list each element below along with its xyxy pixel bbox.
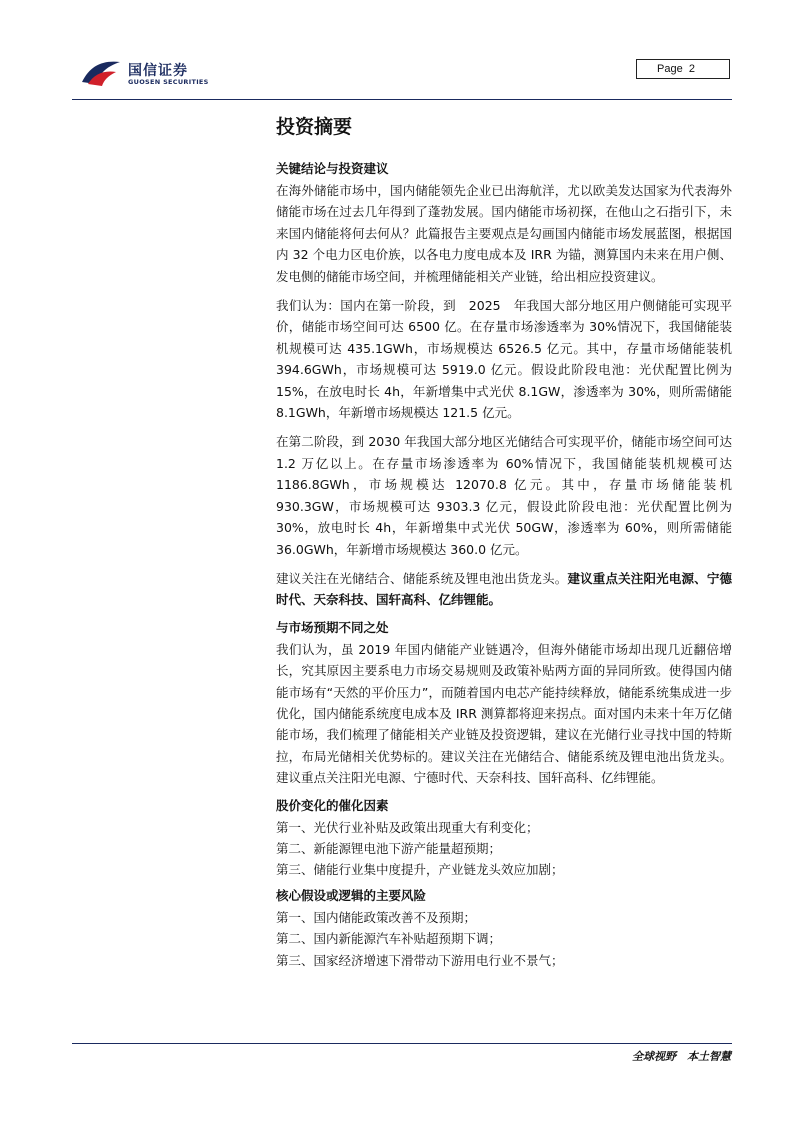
section-heading-key-conclusions: 关键结论与投资建议 xyxy=(276,161,389,176)
paragraph: 我们认为，虽 2019 年国内储能产业链遇冷，但海外储能市场却出现几近翻倍增长，究其原因主要系电力市场交易规则及政策补贴两方面的异同所致。使得国内储能市场有“天然的平价压力”，而随着国内电芯产能持续释放，储能系统集成进一步优化，国内储能系统度电成本及 IRR 测算都将迎来拐点。面对国内未来十年万亿储能市场，我们梳理了储能相关产业链及投资逻辑，建议在光储行业寻找中国的特斯拉，布局光储相关优势标的。建议关注在光储结合、储能系统及锂电池出货龙头。建议重点关注阳光电源、宁德时代、天奈科技、国轩高科、亿纬锂能。 xyxy=(276,641,732,786)
page-label: Page xyxy=(657,63,683,75)
list-item: 第二、新能源锂电池下游产能量超预期； xyxy=(276,840,502,856)
section-heading-catalysts: 股价变化的催化因素 xyxy=(276,797,389,813)
guosen-logo-icon xyxy=(80,56,124,88)
paragraph: 在第二阶段，到 2030 年我国大部分地区光储结合可实现平价，储能市场空间可达 1.2 万亿以上。在存量市场渗透率为 60%情况下，我国储能装机规模可达 1186.8GWh，市场规模达 12070.8 亿元。其中，存量市场储能装机 930.3GW，市场规模可达 9303.3 亿元，假设此阶段电池：光伏配置比例为 30%，放电时长 4h，年新增集中式光伏 50GW，渗透率为 60%，则所需储能 36.0GWh，年新增市场规模达 360.0 亿元。 xyxy=(276,434,732,557)
section-heading-difference: 与市场预期不同之处 xyxy=(276,619,389,635)
guosen-logo xyxy=(80,56,220,92)
list-item: 第一、光伏行业补贴及政策出现重大有利变化； xyxy=(276,819,539,835)
section-heading-risks: 核心假设或逻辑的主要风险 xyxy=(276,887,427,903)
list-item: 第三、储能行业集中度提升，产业链龙头效应加剧； xyxy=(276,862,564,878)
recommendation-emphasis: 建议重点关注阳光电源、宁德时代、天奈科技、国轩高科、亿纬锂能。 xyxy=(276,570,732,608)
logo-english-name: GUOSEN SECURITIES xyxy=(128,78,209,86)
risk-list xyxy=(276,907,732,971)
page-indicator xyxy=(636,59,730,79)
logo-chinese-name: 国信证券 xyxy=(128,63,188,79)
footer-divider xyxy=(72,1043,732,1044)
catalyst-list xyxy=(276,817,732,881)
header-divider xyxy=(72,99,732,100)
report-content xyxy=(276,112,732,975)
paragraph-recommendation xyxy=(276,568,732,611)
footer-slogan: 全球视野 本土智慧 xyxy=(632,1050,731,1063)
page-number: 2 xyxy=(688,63,695,75)
paragraph: 在海外储能市场中，国内储能领先企业已出海航洋，尤以欧美发达国家为代表海外储能市场在过去几年得到了蓬勃发展。国内储能市场初探，在他山之石指引下，未来国内储能将何去何从？此篇报告主要观点是勾画国内储能市场发展蓝图，根据国内 32 个电力区电价族，以各电力度电成本及 IRR 为锚，测算国内未来在用户侧、发电侧的储能市场空间，并梳理储能相关产业链，给出相应投资建议。 xyxy=(276,183,732,284)
paragraph: 我们认为：国内在第一阶段，到 2025 年我国大部分地区用户侧储能可实现平价，储能市场空间可达 6500 亿。在存量市场渗透率为 30%情况下，我国储能装机规模可达 435.1GWh，市场规模达 6526.5 亿元。其中，存量市场储能装机 394.6GWh，市场规模可达 5919.0 亿元。假设此阶段电池：光伏配置比例为 15%，在放电时长 4h，年新增集中式光伏 8.1GW，渗透率为 30%，则所需储能 8.1GWh，年新增市场规模达 121.5 亿元。 xyxy=(276,298,732,421)
page-title: 投资摘要 xyxy=(276,116,353,138)
list-item: 第二、国内新能源汽车补贴超预期下调； xyxy=(276,931,502,947)
list-item: 第一、国内储能政策改善不及预期； xyxy=(276,909,477,925)
recommendation-text: 建议关注在光储结合、储能系统及锂电池出货龙头。 xyxy=(276,570,568,586)
list-item: 第三、国家经济增速下滑带动下游用电行业不景气； xyxy=(276,952,564,968)
